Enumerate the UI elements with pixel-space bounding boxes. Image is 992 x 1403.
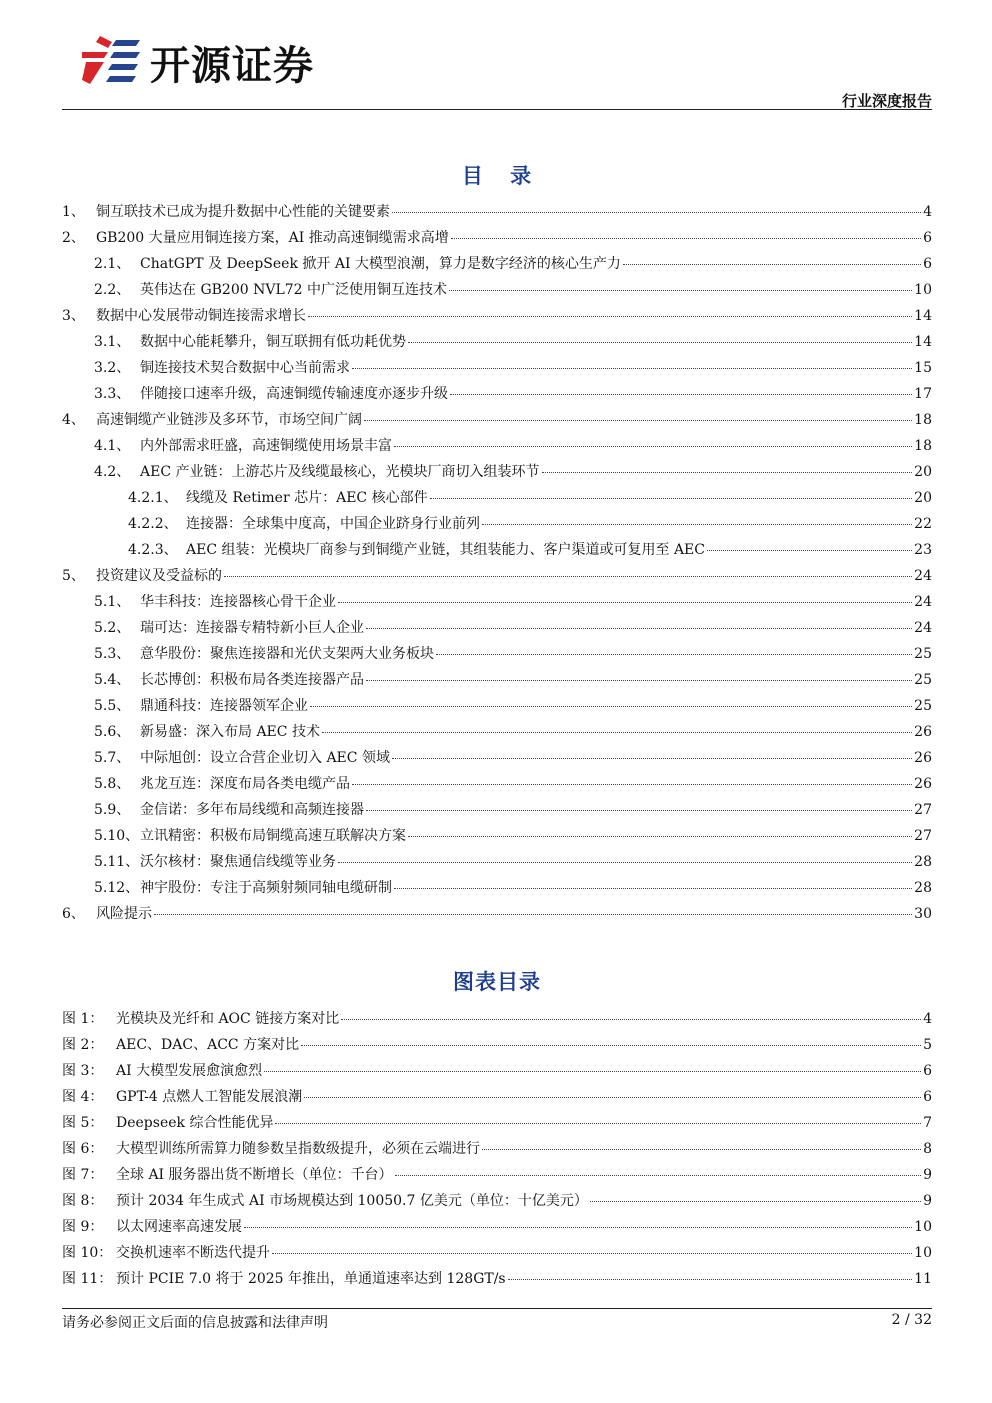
figure-entry-num: 图 9：	[62, 1219, 104, 1235]
toc-entry-page: 17	[914, 386, 932, 402]
toc-entry[interactable]	[62, 435, 932, 461]
toc-entry-page: 18	[914, 412, 932, 428]
figure-entry-page: 8	[923, 1141, 932, 1157]
toc-entry-text: 瑞可达：连接器专精特新小巨人企业	[140, 620, 364, 636]
toc-entry[interactable]	[62, 409, 932, 435]
toc-entry-text: 兆龙互连：深度布局各类电缆产品	[140, 776, 350, 792]
toc-entry-page: 14	[914, 334, 932, 350]
figure-entry-page: 10	[914, 1245, 932, 1261]
dot-leader	[408, 342, 912, 343]
toc-entry-num: 2.2、	[94, 282, 131, 298]
toc-entry-num: 3.2、	[94, 360, 131, 376]
dot-leader	[338, 862, 912, 863]
figure-entry[interactable]	[62, 1216, 932, 1242]
figure-entry-page: 7	[923, 1115, 932, 1131]
figure-entry-page: 5	[923, 1037, 932, 1053]
dot-leader	[154, 914, 912, 915]
toc-entry-num: 4.2.3、	[128, 542, 178, 558]
figure-list	[62, 1008, 932, 1294]
toc-entry[interactable]	[62, 643, 932, 669]
dot-leader	[275, 1123, 921, 1124]
figure-entry-num: 图 8：	[62, 1193, 104, 1209]
toc-entry-page: 26	[914, 724, 932, 740]
toc-entry-text: 鼎通科技：连接器领军企业	[140, 698, 308, 714]
figure-entry-num: 图 1：	[62, 1011, 104, 1027]
table-of-contents	[62, 201, 932, 929]
figure-entry-text: 大模型训练所需算力随参数呈指数级提升，必须在云端进行	[116, 1141, 480, 1157]
toc-entry-num: 5.8、	[94, 776, 131, 792]
toc-entry-num: 4.1、	[94, 438, 131, 454]
dot-leader	[508, 1279, 913, 1280]
toc-entry-text: 铜连接技术契合数据中心当前需求	[140, 360, 350, 376]
figure-entry-text: AI 大模型发展愈演愈烈	[116, 1063, 263, 1079]
toc-entry[interactable]	[62, 877, 932, 903]
toc-title: 目 录	[461, 164, 533, 188]
dot-leader	[322, 732, 912, 733]
toc-entry-text: 数据中心能耗攀升，铜互联拥有低功耗优势	[140, 334, 406, 350]
toc-entry-page: 27	[914, 828, 932, 844]
footer-disclaimer: 请务必参阅正文后面的信息披露和法律声明	[62, 1315, 328, 1331]
figure-entry[interactable]	[62, 1112, 932, 1138]
figure-entry-text: AEC、DAC、ACC 方案对比	[116, 1037, 300, 1053]
figure-entry[interactable]	[62, 1138, 932, 1164]
toc-entry-num: 1、	[62, 204, 85, 220]
toc-entry[interactable]	[62, 253, 932, 279]
toc-entry-text: 铜互联技术已成为提升数据中心性能的关键要素	[96, 204, 390, 220]
toc-entry-page: 24	[914, 568, 932, 584]
toc-entry-num: 5.7、	[94, 750, 131, 766]
dot-leader	[392, 212, 921, 213]
toc-entry-num: 2、	[62, 230, 85, 246]
toc-entry-text: 意华股份：聚焦连接器和光伏支架两大业务板块	[140, 646, 434, 662]
toc-entry[interactable]	[62, 617, 932, 643]
figure-entry-text: 光模块及光纤和 AOC 链接方案对比	[116, 1011, 340, 1027]
dot-leader	[264, 1071, 921, 1072]
figure-entry[interactable]	[62, 1034, 932, 1060]
toc-entry-text: 高速铜缆产业链涉及多环节，市场空间广阔	[96, 412, 362, 428]
dot-leader	[394, 888, 912, 889]
logo-text: 开源证券	[150, 43, 314, 89]
dot-leader	[366, 810, 912, 811]
toc-entry-num: 6、	[62, 906, 85, 922]
toc-entry-page: 24	[914, 594, 932, 610]
toc-entry[interactable]	[62, 773, 932, 799]
figure-entry[interactable]	[62, 1268, 932, 1294]
dot-leader	[590, 1201, 921, 1202]
toc-entry-text: 英伟达在 GB200 NVL72 中广泛使用铜互连技术	[140, 282, 448, 298]
toc-entry-page: 6	[923, 230, 932, 246]
toc-entry[interactable]	[62, 227, 932, 253]
toc-entry-num: 5.9、	[94, 802, 131, 818]
figure-entry-text: 预计 2034 年生成式 AI 市场规模达到 10050.7 亿美元（单位：十亿美元）	[116, 1193, 588, 1209]
toc-entry-text: 神宇股份：专注于高频射频同轴电缆研制	[140, 880, 392, 896]
toc-entry-page: 27	[914, 802, 932, 818]
toc-entry-num: 5.1、	[94, 594, 131, 610]
toc-entry[interactable]	[62, 383, 932, 409]
toc-entry-page: 20	[914, 490, 932, 506]
dot-leader	[366, 680, 912, 681]
dot-leader	[542, 472, 913, 473]
toc-entry-num: 4.2.2、	[128, 516, 178, 532]
toc-entry[interactable]	[62, 747, 932, 773]
toc-entry[interactable]	[62, 591, 932, 617]
toc-entry[interactable]	[62, 305, 932, 331]
toc-entry-page: 10	[914, 282, 932, 298]
toc-entry-num: 5.2、	[94, 620, 131, 636]
toc-entry-num: 5.10、	[94, 828, 140, 844]
figure-entry-text: 以太网速率高速发展	[116, 1219, 242, 1235]
dot-leader	[395, 1175, 922, 1176]
toc-entry-text: 金信诺：多年布局线缆和高频连接器	[140, 802, 364, 818]
dot-leader	[308, 316, 912, 317]
toc-entry-page: 4	[923, 204, 932, 220]
dot-leader	[244, 1227, 912, 1228]
dot-leader	[341, 1019, 921, 1020]
toc-entry-num: 4.2、	[94, 464, 131, 480]
toc-entry-num: 3.3、	[94, 386, 131, 402]
figure-entry-text: 全球 AI 服务器出货不断增长（单位：千台）	[116, 1167, 393, 1183]
toc-entry-text: 数据中心发展带动铜连接需求增长	[96, 308, 306, 324]
toc-entry-num: 5.4、	[94, 672, 131, 688]
toc-entry-num: 5、	[62, 568, 85, 584]
company-logo	[78, 32, 378, 92]
toc-entry-num: 4.2.1、	[128, 490, 178, 506]
toc-entry[interactable]	[62, 279, 932, 305]
figure-entry-num: 图 6：	[62, 1141, 104, 1157]
toc-entry-page: 23	[914, 542, 932, 558]
dot-leader	[450, 394, 912, 395]
figure-list-title: 图表目录	[453, 970, 541, 994]
toc-entry-num: 5.5、	[94, 698, 131, 714]
dot-leader	[392, 758, 912, 759]
toc-entry-num: 3.1、	[94, 334, 131, 350]
figure-entry[interactable]	[62, 1164, 932, 1190]
dot-leader	[352, 784, 912, 785]
figure-entry-page: 4	[923, 1011, 932, 1027]
toc-entry-num: 5.6、	[94, 724, 131, 740]
figure-entry[interactable]	[62, 1060, 932, 1086]
toc-entry[interactable]	[62, 539, 932, 565]
dot-leader	[449, 290, 912, 291]
toc-entry-page: 30	[914, 906, 932, 922]
figure-entry-page: 10	[914, 1219, 932, 1235]
toc-entry[interactable]	[62, 357, 932, 383]
dot-leader	[430, 498, 913, 499]
figure-entry-num: 图 4：	[62, 1089, 104, 1105]
toc-entry-num: 4、	[62, 412, 85, 428]
dot-leader	[482, 524, 912, 525]
figure-entry-num: 图 5：	[62, 1115, 104, 1131]
toc-entry-page: 22	[914, 516, 932, 532]
toc-entry[interactable]	[62, 721, 932, 747]
toc-entry-text: ChatGPT 及 DeepSeek 掀开 AI 大模型浪潮，算力是数字经济的核心生产力	[140, 256, 621, 272]
toc-entry-text: 立讯精密：积极布局铜缆高速互联解决方案	[140, 828, 406, 844]
figure-entry-page: 6	[923, 1063, 932, 1079]
figure-entry-text: 交换机速率不断迭代提升	[116, 1245, 270, 1261]
report-type-label: 行业深度报告	[841, 92, 932, 110]
figure-entry-num: 图 3：	[62, 1063, 104, 1079]
figure-entry[interactable]	[62, 1086, 932, 1112]
footer-divider	[62, 1308, 932, 1309]
dot-leader	[436, 654, 912, 655]
toc-entry-page: 6	[923, 256, 932, 272]
dot-leader	[310, 706, 912, 707]
dot-leader	[451, 238, 921, 239]
figure-entry-num: 图 11：	[62, 1271, 113, 1287]
toc-entry-text: 连接器：全球集中度高，中国企业跻身行业前列	[186, 516, 480, 532]
toc-entry-num: 2.1、	[94, 256, 131, 272]
dot-leader	[364, 420, 912, 421]
dot-leader	[482, 1149, 921, 1150]
toc-entry-text: 内外部需求旺盛，高速铜缆使用场景丰富	[140, 438, 392, 454]
figure-entry-page: 6	[923, 1089, 932, 1105]
toc-entry-text: AEC 产业链：上游芯片及线缆最核心，光模块厂商切入组装环节	[140, 464, 540, 480]
figure-entry[interactable]	[62, 1008, 932, 1034]
dot-leader	[301, 1045, 921, 1046]
toc-entry[interactable]	[62, 331, 932, 357]
toc-entry-page: 25	[914, 672, 932, 688]
toc-entry-num: 5.11、	[94, 854, 140, 870]
toc-entry-num: 3、	[62, 308, 85, 324]
toc-entry-page: 25	[914, 646, 932, 662]
toc-entry-text: 线缆及 Retimer 芯片：AEC 核心部件	[186, 490, 428, 506]
toc-entry[interactable]	[62, 565, 932, 591]
toc-entry-page: 28	[914, 880, 932, 896]
toc-entry-page: 28	[914, 854, 932, 870]
figure-entry-num: 图 7：	[62, 1167, 104, 1183]
dot-leader	[304, 1097, 921, 1098]
toc-entry[interactable]	[62, 669, 932, 695]
toc-entry[interactable]	[62, 695, 932, 721]
figure-entry-text: GPT-4 点燃人工智能发展浪潮	[116, 1089, 303, 1105]
dot-leader	[366, 628, 912, 629]
toc-entry-page: 24	[914, 620, 932, 636]
page-header	[62, 28, 932, 112]
dot-leader	[224, 576, 912, 577]
toc-entry-text: 长芯博创：积极布局各类连接器产品	[140, 672, 364, 688]
figure-entry-num: 图 10：	[62, 1245, 113, 1261]
toc-entry-page: 25	[914, 698, 932, 714]
toc-entry-text: 投资建议及受益标的	[96, 568, 222, 584]
dot-leader	[623, 264, 921, 265]
dot-leader	[408, 836, 912, 837]
toc-entry-text: 中际旭创：设立合营企业切入 AEC 领域	[140, 750, 390, 766]
figure-entry[interactable]	[62, 1190, 932, 1216]
toc-entry[interactable]	[62, 851, 932, 877]
figure-entry[interactable]	[62, 1242, 932, 1268]
toc-entry-text: GB200 大量应用铜连接方案，AI 推动高速铜缆需求高增	[96, 230, 449, 246]
figure-entry-text: 预计 PCIE 7.0 将于 2025 年推出，单通道速率达到 128GT/s	[116, 1271, 506, 1287]
toc-entry[interactable]	[62, 825, 932, 851]
figure-entry-num: 图 2：	[62, 1037, 104, 1053]
figure-entry-page: 9	[923, 1193, 932, 1209]
figure-entry-page: 9	[923, 1167, 932, 1183]
toc-entry-text: 新易盛：深入布局 AEC 技术	[140, 724, 320, 740]
page-number: 2 / 32	[891, 1312, 932, 1328]
toc-entry-text: 沃尔核材：聚焦通信线缆等业务	[140, 854, 336, 870]
toc-entry[interactable]	[62, 799, 932, 825]
dot-leader	[352, 368, 912, 369]
toc-entry-text: 华丰科技：连接器核心骨干企业	[140, 594, 336, 610]
dot-leader	[338, 602, 912, 603]
figure-entry-page: 11	[914, 1271, 932, 1287]
toc-entry-text: 伴随接口速率升级，高速铜缆传输速度亦逐步升级	[140, 386, 448, 402]
toc-entry-page: 15	[914, 360, 932, 376]
toc-entry-page: 26	[914, 750, 932, 766]
header-divider	[62, 109, 932, 110]
toc-entry-page: 18	[914, 438, 932, 454]
toc-entry-num: 5.3、	[94, 646, 131, 662]
toc-entry[interactable]	[62, 903, 932, 929]
toc-entry[interactable]	[62, 513, 932, 539]
dot-leader	[272, 1253, 912, 1254]
toc-entry-page: 20	[914, 464, 932, 480]
logo-mark-icon	[78, 32, 144, 90]
toc-entry-num: 5.12、	[94, 880, 140, 896]
toc-entry-text: AEC 组装：光模块厂商参与到铜缆产业链，其组装能力、客户渠道或可复用至 AEC	[186, 542, 705, 558]
toc-entry-page: 26	[914, 776, 932, 792]
figure-entry-text: Deepseek 综合性能优异	[116, 1115, 274, 1131]
toc-entry[interactable]	[62, 201, 932, 227]
dot-leader	[394, 446, 912, 447]
toc-entry-page: 14	[914, 308, 932, 324]
toc-entry-text: 风险提示	[96, 906, 152, 922]
toc-entry[interactable]	[62, 487, 932, 513]
toc-entry[interactable]	[62, 461, 932, 487]
dot-leader	[707, 550, 912, 551]
